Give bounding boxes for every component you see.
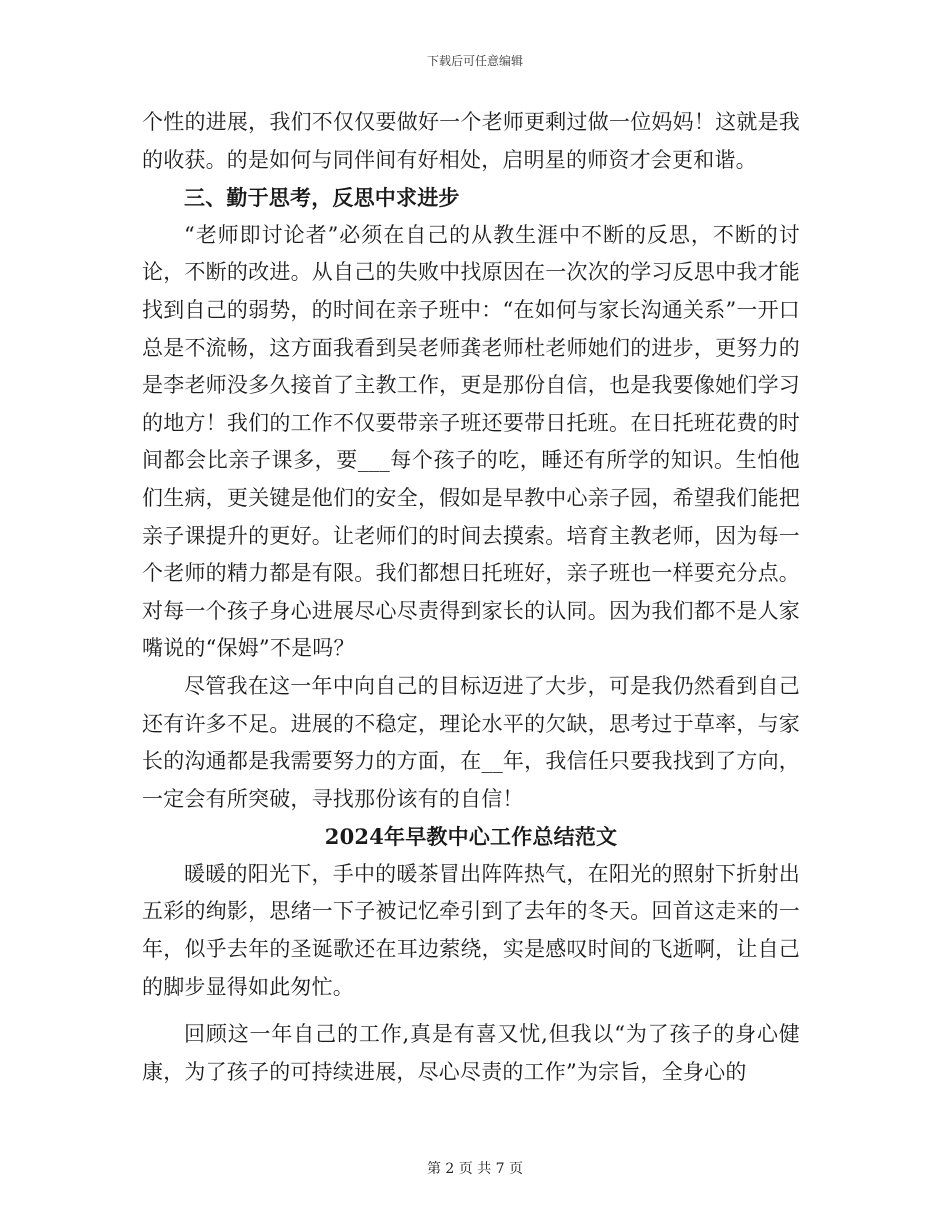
paragraph-shortcomings: 尽管我在这一年中向自己的目标迈进了大步，可是我仍然看到自己还有许多不足。进展的不稳定，理论水平的欠缺，思考过于草率，与家长的沟通都是我需要努力的方面，在__年，我信任只要我找到了方向，一定会有所突破，寻找那份该有的自信！ <box>142 673 800 811</box>
document-body <box>142 104 800 1091</box>
paragraph-review: 回顾这一年自己的工作,真是有喜又忧,但我以“为了孩子的身心健康，为了孩子的可持续进展，尽心尽责的工作”为宗旨，全身心的 <box>142 1022 800 1084</box>
paragraph-intro: 暖暖的阳光下，手中的暖茶冒出阵阵热气，在阳光的照射下折射出五彩的绚影，思绪一下子被记忆牵引到了去年的冬天。回首这走来的一年，似乎去年的圣诞歌还在耳边萦绕，实是感叹时间的飞逝啊，让自己的脚步显得如此匆忙。 <box>142 861 800 999</box>
paragraph-reflection: “老师即讨论者”必须在自己的从教生涯中不断的反思，不断的讨论，不断的改进。从自己的失败中找原因在一次次的学习反思中我才能找到自己的弱势，的时间在亲子班中：“在如何与家长沟通关系”一开口总是不流畅，这方面我看到吴老师龚老师杜老师她们的进步，更努力的是李老师没多久接首了主教工作，更是那份自信，也是我要像她们学习的地方！我们的工作不仅要带亲子班还要带日托班。在日托班花费的时间都会比亲子课多，要___每个孩子的吃，睡还有所学的知识。生怕他们生病，更关键是他们的安全，假如是早教中心亲子园，希望我们能把亲子课提升的更好。让老师们的时间去摸索。培育主教老师，因为每一个老师的精力都是有限。我们都想日托班好，亲子班也一样要充分点。对每一个孩子身心进展尽心尽责得到家长的认同。因为我们都不是人家嘴说的“保姆”不是吗？ <box>142 222 800 661</box>
page-header: 下载后可任意编辑 <box>426 54 523 68</box>
article-title: 2024年早教中心工作总结范文 <box>324 824 618 850</box>
page-footer: 第 2 页 共 7 页 <box>426 1161 524 1177</box>
paragraph-continued: 个性的进展，我们不仅仅要做好一个老师更剩过做一位妈妈！这就是我的收获。的是如何与同伴间有好相处，启明星的师资才会更和谐。 <box>142 110 800 172</box>
paragraph-gap <box>142 1006 800 1016</box>
section-heading: 三、勤于思考，反思中求进步 <box>184 185 460 211</box>
